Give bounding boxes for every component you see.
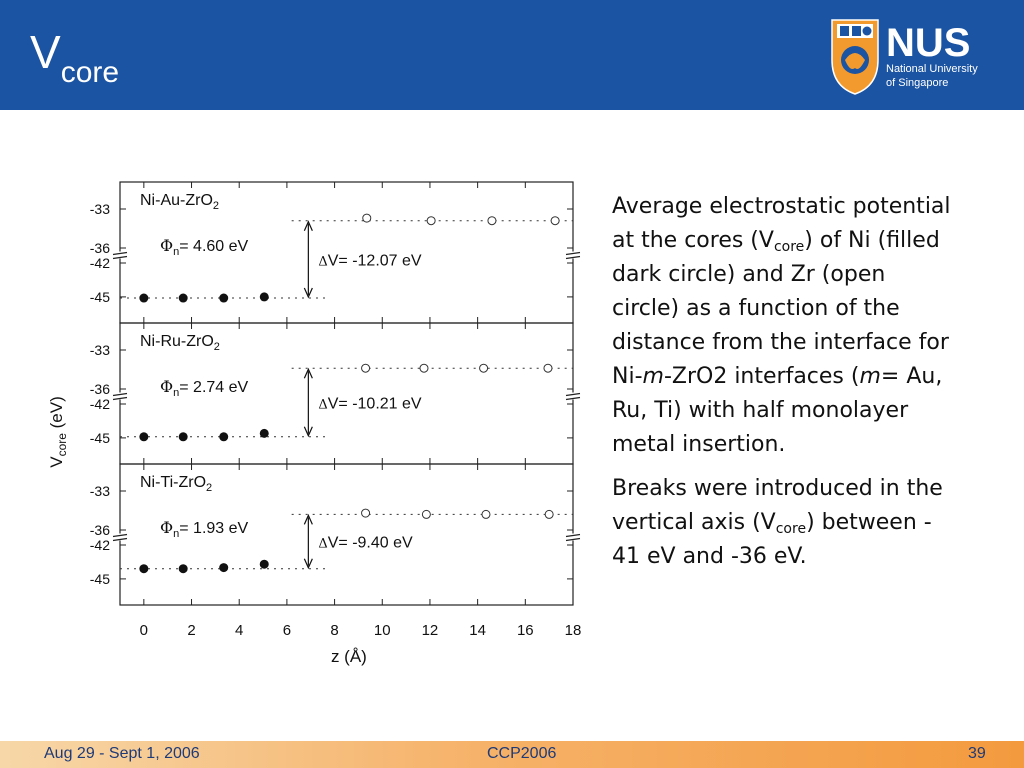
title-main: V — [30, 26, 61, 78]
description-paragraph-2: Breaks were introduced in the vertical axis $(V_{core})$ between - 41 eV and -36 eV. — [612, 476, 943, 569]
ni-point — [139, 294, 148, 303]
ni-point — [260, 292, 269, 301]
vcore-chart — [40, 170, 600, 670]
y-tick-label: -45 — [89, 288, 110, 305]
y-tick-label: -33 — [89, 201, 110, 217]
panel-label: Ni-Ti-ZrO$_2$ — [140, 474, 213, 494]
ni-point — [219, 294, 228, 303]
footer-conference: CCP2006 — [487, 745, 557, 762]
y-tick-label: -42 — [89, 396, 110, 412]
footer-date: Aug 29 - Sept 1, 2006 — [44, 745, 200, 762]
zr-point — [488, 217, 496, 225]
y-tick-label: -42 — [89, 255, 110, 271]
delta-v-label: ΔV= -9.40 eV — [318, 534, 413, 552]
y-tick-label: -42 — [89, 537, 110, 553]
ni-point — [260, 429, 269, 438]
ni-point — [179, 564, 188, 573]
slide-number: 39 — [968, 745, 986, 762]
x-tick-label: 18 — [564, 622, 582, 639]
x-tick-label: 2 — [187, 622, 196, 639]
ni-point — [260, 560, 269, 569]
panel-label: Ni-Au-ZrO$_2$ — [140, 192, 220, 212]
y-tick-label: -33 — [89, 483, 110, 499]
zr-point — [362, 364, 370, 372]
slide-title — [30, 26, 119, 99]
ni-point — [139, 432, 148, 441]
logo-name: NUS — [886, 21, 971, 65]
nus-logo — [828, 16, 978, 96]
description-paragraph-1: Average electrostatic potential at the cores $(V_{core})$ of Ni (filled dark circle) and Zr (open circle) as a function of the distance from the interface for Ni-m-ZrO2 interfaces (m= Au, Ru, Ti) with half monolayer metal insertion. — [612, 194, 951, 457]
phi-label: $\Phi_n= 2.74$ eV — [160, 377, 249, 399]
x-tick-label: 14 — [469, 622, 486, 639]
delta-v-label: ΔV= -12.07 eV — [318, 252, 422, 270]
zr-point — [427, 217, 435, 225]
delta-v-label: ΔV= -10.21 eV — [318, 395, 422, 413]
ni-point — [179, 294, 188, 303]
y-tick-label: -36 — [89, 522, 110, 538]
title-bar — [0, 0, 1024, 110]
zr-point — [362, 509, 370, 517]
x-axis-label: z (Å) — [330, 647, 367, 666]
zr-point — [480, 364, 488, 372]
y-tick-label: -36 — [89, 381, 110, 397]
zr-point — [482, 510, 490, 518]
x-tick-label: 6 — [282, 622, 292, 639]
x-tick-label: 0 — [139, 622, 149, 639]
ni-point — [139, 564, 148, 573]
y-axis-label: $V_{core}$ (eV) — [47, 396, 69, 468]
y-tick-label: -45 — [89, 570, 110, 587]
zr-point — [363, 214, 371, 222]
zr-point — [422, 510, 430, 518]
zr-point — [545, 510, 553, 518]
zr-point — [420, 364, 428, 372]
zr-point — [551, 217, 559, 225]
y-tick-label: -45 — [89, 429, 110, 446]
zr-point — [544, 364, 552, 372]
phi-label: $\Phi_n= 4.60$ eV — [160, 236, 249, 258]
logo-line2: of Singapore — [886, 77, 949, 89]
logo-line1: National University — [886, 63, 978, 75]
title-subscript: core — [60, 56, 120, 89]
panel-label: Ni-Ru-ZrO$_2$ — [140, 333, 220, 353]
footer-bar — [0, 741, 1024, 768]
x-tick-label: 16 — [516, 622, 534, 639]
x-tick-label: 8 — [330, 622, 339, 639]
x-tick-label: 10 — [373, 622, 391, 639]
x-tick-label: 12 — [421, 622, 439, 639]
x-tick-label: 4 — [235, 622, 244, 639]
phi-label: $\Phi_n= 1.93$ eV — [160, 518, 249, 540]
y-tick-label: -36 — [89, 240, 110, 256]
ni-point — [179, 432, 188, 441]
ni-point — [219, 563, 228, 572]
description-text — [612, 190, 957, 584]
y-tick-label: -33 — [89, 342, 110, 358]
ni-point — [219, 432, 228, 441]
